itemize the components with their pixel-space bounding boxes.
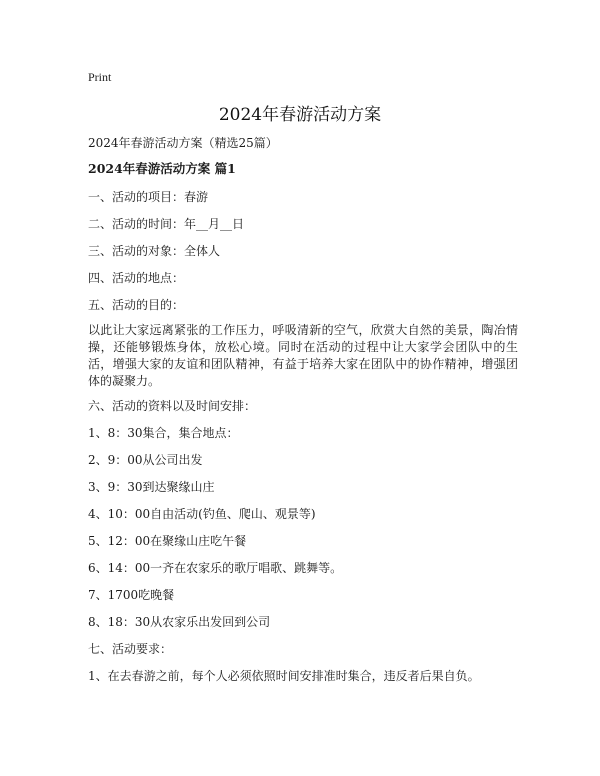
schedule-item: 6、14：00一齐在农家乐的歌厅唱歌、跳舞等。	[88, 561, 343, 575]
item-target: 三、活动的对象：全体人	[88, 244, 221, 258]
section-heading: 2024年春游活动方案 篇1	[88, 161, 236, 176]
item-purpose: 五、活动的目的：	[88, 298, 185, 312]
item-project: 一、活动的项目：春游	[88, 190, 209, 204]
print-label[interactable]: Print	[88, 70, 112, 84]
item-location: 四、活动的地点：	[88, 271, 185, 285]
schedule-item: 7、1700吃晚餐	[88, 588, 175, 602]
schedule-item: 8、18：30从农家乐出发回到公司	[88, 615, 271, 629]
page-title: 2024年春游活动方案	[218, 105, 382, 125]
item-time: 二、活动的时间：年__月__日	[88, 217, 245, 231]
schedule-item: 1、8：30集合，集合地点：	[88, 426, 239, 440]
schedule-heading: 六、活动的资料以及时间安排：	[88, 399, 257, 413]
schedule-item: 3、9：30到达聚缘山庄	[88, 480, 215, 494]
purpose-paragraph: 以此让大家远离紧张的工作压力，呼吸清新的空气，欣赏大自然的美景，陶冶情操，还能够锻炼身体，放松心境。同时在活动的过程中让大家学会团队中的生活，增强大家的友谊和团队精神，有益于培养大家在团队中的协作精神，增强团体的凝聚力。	[88, 323, 518, 388]
subtitle: 2024年春游活动方案（精选25篇）	[88, 136, 278, 150]
schedule-item: 5、12：00在聚缘山庄吃午餐	[88, 534, 247, 548]
schedule-item: 4、10：00自由活动(钓鱼、爬山、观景等)	[88, 507, 316, 521]
requirements-heading: 七、活动要求：	[88, 642, 173, 656]
schedule-item: 2、9：00从公司出发	[88, 453, 203, 467]
requirement-item: 1、在去春游之前，每个人必须依照时间安排准时集合，违反者后果自负。	[88, 669, 480, 683]
